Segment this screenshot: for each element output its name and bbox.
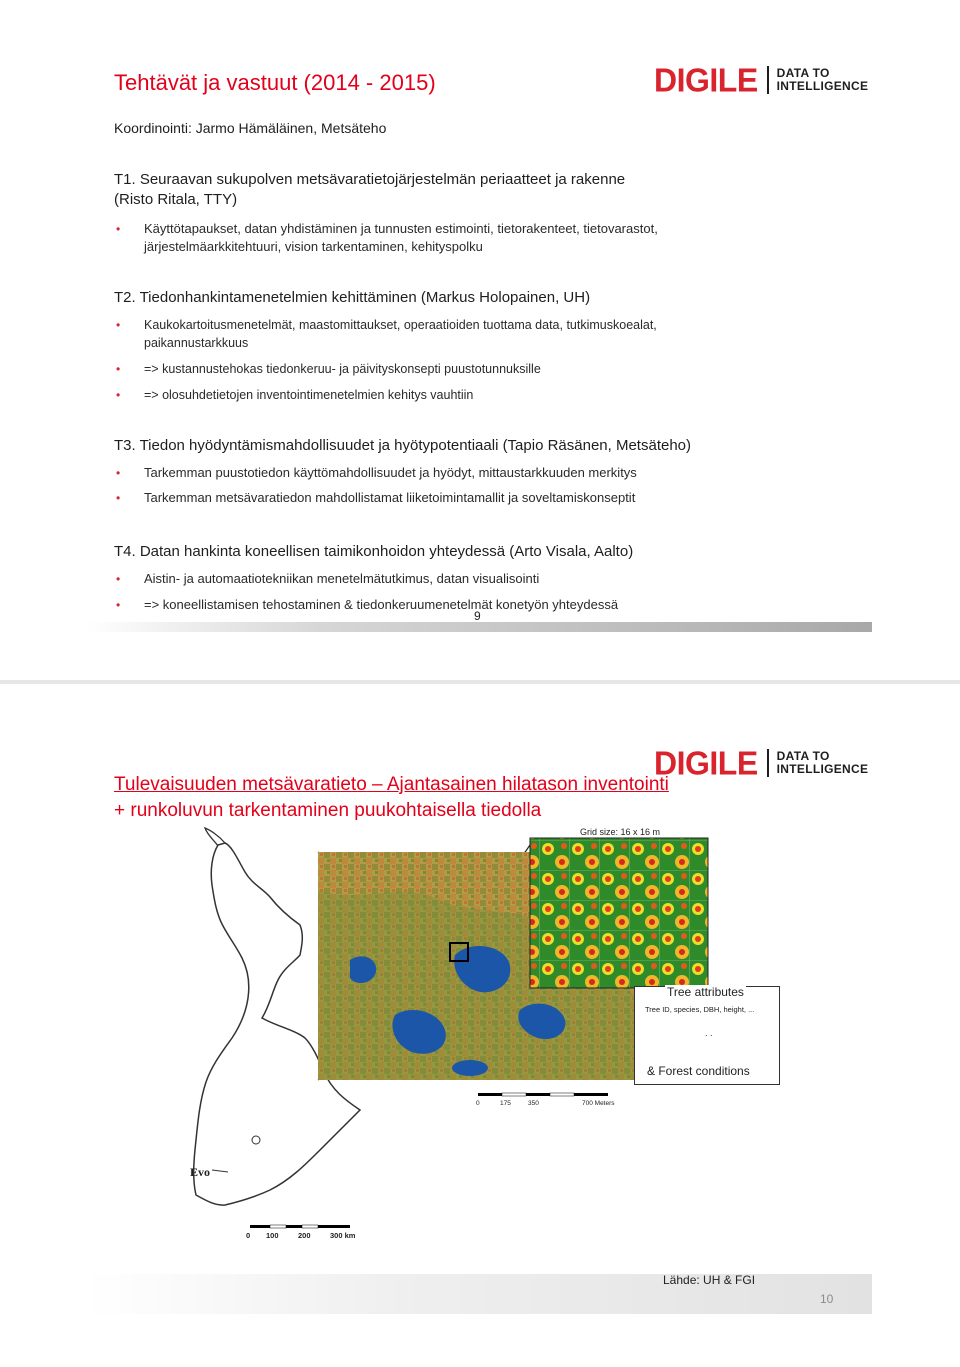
bullet-dot-icon: • [116,598,121,612]
logo-tagline: DATA TO INTELLIGENCE [776,749,869,776]
scale-tick: 100 [266,1231,279,1240]
title-line-2: + runkoluvun tarkentaminen puukohtaisella tiedolla [114,800,542,821]
logo-brand: DIGILE [654,744,758,782]
scale-bar-km [250,1225,350,1228]
scale-bar-meters [478,1093,608,1096]
t4-bullet: • => koneellistamisen tehostaminen & tiedonkeruumenetelmät konetyön yhteydessä [116,597,619,612]
bullet-dot-icon: • [116,491,121,505]
source-credits: Lähde: UH & FGI [663,1273,756,1287]
grid-inset-map [530,838,708,988]
bullet-dot-icon: • [116,466,121,480]
grid-size-label: Grid size: 16 x 16 m [580,827,661,837]
title-dash: – [366,774,387,795]
scale-tick: 0 [246,1231,251,1240]
slide-title [114,772,669,824]
t2-bullet: • Kaukokartoitusmenetelmät, maastomittaukset, operaatioiden tuottama data, tutkimuskoealat, paikannustarkkuus [116,318,657,350]
page-number: 10 [820,1292,834,1306]
logo-tagline: DATA TO INTELLIGENCE [776,66,869,93]
bullet-dot-icon: • [116,318,121,332]
bullet-dot-icon: • [116,388,121,402]
tree-attributes-title: Tree attributes [667,985,744,999]
t3-bullet: • Tarkemman metsävaratiedon mahdollistamat liiketoimintamallit ja soveltamiskonseptit [116,490,636,505]
page-title: Tehtävät ja vastuut (2014 - 2015) [114,70,436,95]
logo-brand: DIGILE [654,61,758,99]
scale-tick: 350 [528,1100,539,1107]
forest-conditions-label: & Forest conditions [647,1064,750,1078]
scale-tick: 0 [476,1100,480,1107]
scale-tick: 200 [298,1231,311,1240]
page-number: 9 [474,609,481,623]
scale-tick: 700 Meters [582,1100,615,1107]
tree-attributes-box [634,986,780,1085]
t1-heading: T1. Seuraavan sukupolven metsävaratietojärjestelmän periaatteet ja rakenne (Risto Ritala, TTY) [114,171,626,208]
t3-heading: T3. Tiedon hyödyntämismahdollisuudet ja hyötypotentiaali (Tapio Räsänen, Metsäteho) [114,437,692,454]
t3-bullet: • Tarkemman puustotiedon käyttömahdollisuudet ja hyödyt, mittaustarkkuuden merkitys [116,465,637,480]
coordination-line: Koordinointi: Jarmo Hämäläinen, Metsäteho [114,120,387,136]
t1-bullet: • Käyttötapaukset, datan yhdistäminen ja tunnusten estimointi, tietorakenteet, tietovarastot, järjestelmäarkkitehtuuri, vision tarkentaminen, kehityspolku [116,221,658,254]
bullet-dot-icon: • [116,362,121,376]
tree-attributes-sub: Tree ID, species, DBH, height, ... [645,1005,755,1014]
t2-heading: T2. Tiedonhankintamenetelmien kehittäminen (Markus Holopainen, UH) [114,289,591,306]
t2-bullet: • => kustannustehokas tiedonkeruu- ja päivityskonsepti puustotunnuksille [116,362,541,376]
tree-attributes-dots: . . [705,1028,713,1038]
t4-heading: T4. Datan hankinta koneellisen taimikonhoidon yhteydessä (Arto Visala, Aalto) [114,543,634,560]
t4-bullet: • Aistin- ja automaatiotekniikan menetelmätutkimus, datan visualisointi [116,571,540,586]
t2-bullet: • => olosuhdetietojen inventointimenetelmien kehitys vauhtiin [116,388,474,402]
scale-tick: 175 [500,1100,511,1107]
map-place-label: Evo [190,1165,211,1179]
title-part-1: Tulevaisuuden metsävaratieto [114,774,367,795]
bullet-dot-icon: • [116,572,121,586]
title-part-2: Ajantasainen hilatason inventointi [386,774,669,795]
bullet-dot-icon: • [116,222,121,236]
scale-tick: 300 km [330,1231,356,1240]
